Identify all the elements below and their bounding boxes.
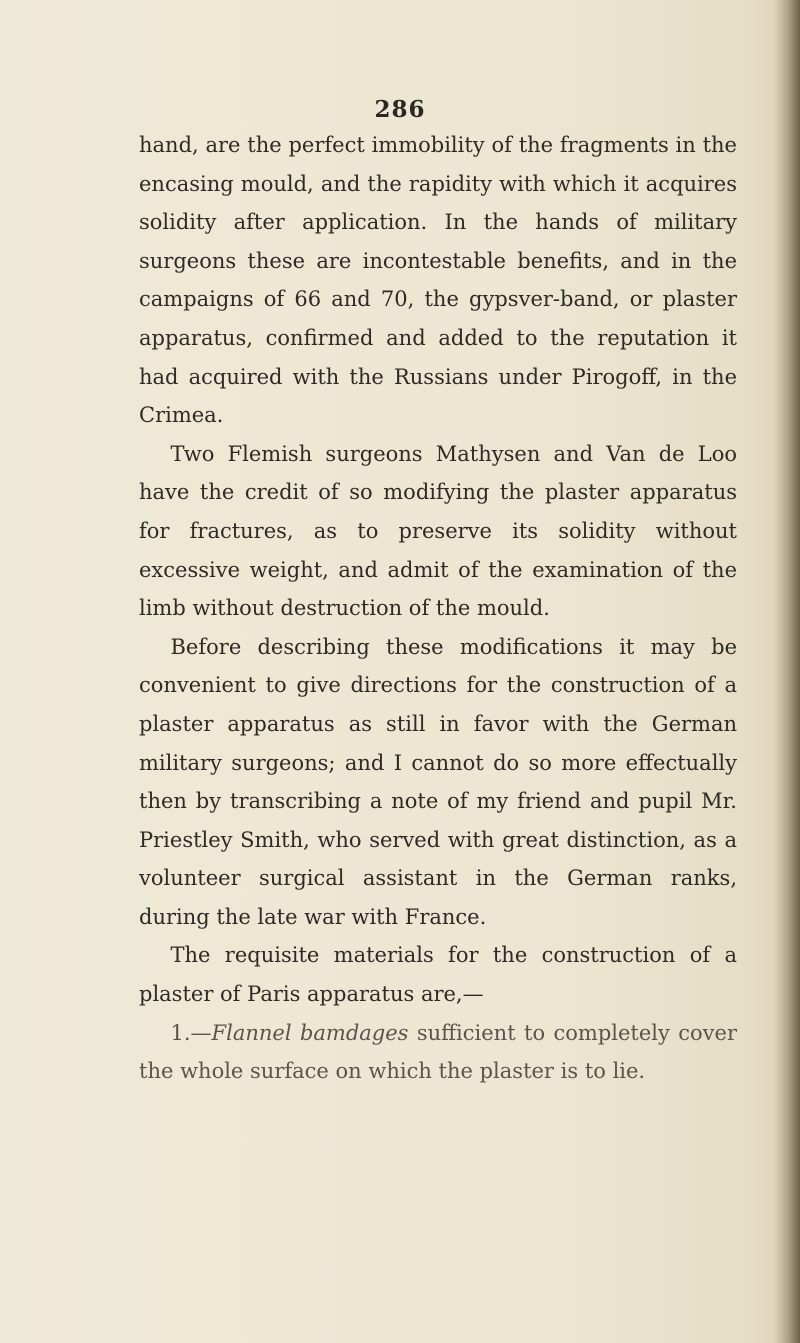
paragraph-1: hand, are the perfect immobility of the fragments in the encasing mould, and the rapidity with which it acquires solidity after application. In the hands of military surgeons these are incontestable benefits, and in the campaigns of 66 and 70, the gypsver-band, or plaster apparatus, confirmed and added to the reputation it had acquired with the Russians under Pirogoff, in the Crimea. (139, 133, 737, 428)
paragraph-5 (139, 1014, 737, 1091)
paragraph-2: Two Flemish surgeons Mathysen and Van de Loo have the credit of so modifying the plaster apparatus for fractures, as to preserve its solidity without excessive weight, and admit of the examination of the limb without destruction of the mould. (139, 441, 737, 621)
page-number: 286 (374, 96, 426, 123)
list-item-title: Flannel bamdages (211, 1020, 409, 1045)
paragraph-3: Before describing these modifications it may be convenient to give directions for the construction of a plaster apparatus as still in favor with the German military surgeons; and I cannot do so more effectually then by transcribing a note of my friend and pupil Mr. Priestley Smith, who served with great distinction, as a volunteer surgical assistant in the German ranks, during the late war with France. (139, 634, 737, 929)
body-text (139, 126, 737, 1091)
page-edge-shadow (774, 0, 800, 1343)
paragraph-4: The requisite materials for the construction of a plaster of Paris apparatus are,— (139, 943, 737, 1007)
list-number: 1.— (170, 1020, 212, 1045)
list-item-text: sufficient to completely cover the whole surface on which the plaster is to lie. (139, 1020, 737, 1084)
